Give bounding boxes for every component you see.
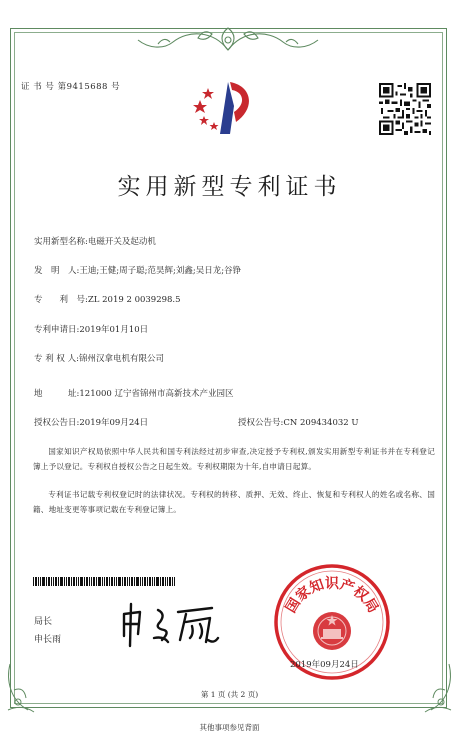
national-emblem-icon bbox=[313, 612, 351, 650]
grant-statement: 国家知识产权局依照中华人民共和国专利法经过初步审查,决定授予专利权,颁发实用新型专利证书并在专利登记簿上予以登记。专利权自授权公告之日起生效。专利权期限为十年,自申请日起算。 bbox=[33, 447, 435, 471]
field-inventors bbox=[34, 264, 241, 276]
certificate-number: 证 书 号 第9415688 号 bbox=[21, 82, 121, 92]
qr-code bbox=[379, 83, 431, 135]
field-label: 专 利 权 人: bbox=[34, 354, 79, 364]
signer-title: 局长 bbox=[34, 617, 53, 627]
field-patentee bbox=[34, 352, 164, 364]
signer-name: 申长雨 bbox=[34, 635, 62, 645]
field-value: 2019年09月24日 bbox=[79, 418, 149, 428]
corner-ornament bbox=[405, 660, 455, 716]
handwritten-signature bbox=[116, 600, 236, 650]
field-label: 授权公告日: bbox=[34, 418, 80, 428]
legal-status-note: 专利证书记载专利权登记时的法律状况。专利权的转移、质押、无效、终止、恢复和专利权人的姓名或名称、国籍、地址变更等事项记载在专利登记簿上。 bbox=[33, 490, 435, 514]
field-label: 地 址: bbox=[34, 389, 80, 399]
field-value: ZL 2019 2 0039298.5 bbox=[87, 295, 181, 305]
barcode bbox=[33, 577, 175, 586]
field-value: 王迪;王健;周子聪;范昊辉;刘鑫;吴日龙;谷铮 bbox=[79, 266, 242, 276]
field-value: CN 209434032 U bbox=[283, 418, 359, 428]
field-announcement-number bbox=[238, 416, 359, 428]
field-label: 专 利 号: bbox=[34, 295, 88, 305]
field-patent-number bbox=[34, 293, 181, 305]
field-filing-date bbox=[34, 323, 148, 335]
field-value: 121000 辽宁省锦州市高新技术产业园区 bbox=[79, 389, 234, 399]
field-value: 电磁开关及起动机 bbox=[87, 237, 156, 247]
field-value: 锦州汉拿电机有限公司 bbox=[78, 354, 164, 364]
field-label: 专利申请日: bbox=[34, 325, 80, 335]
field-label: 实用新型名称: bbox=[34, 237, 88, 247]
top-ornament bbox=[128, 20, 328, 58]
field-label: 发 明 人: bbox=[34, 266, 80, 276]
seal-date: 2019年09月24日 bbox=[290, 660, 359, 670]
cnipa-logo-icon bbox=[190, 78, 260, 138]
corner-ornament bbox=[4, 660, 54, 716]
certificate-title: 实用新型专利证书 bbox=[117, 174, 342, 200]
field-address bbox=[34, 387, 234, 399]
field-label: 授权公告号: bbox=[238, 418, 284, 428]
page-indicator: 第 1 页 (共 2 页) bbox=[200, 690, 259, 699]
field-announcement-date bbox=[34, 416, 148, 428]
field-value: 2019年01月10日 bbox=[79, 325, 149, 335]
field-utility-model-name bbox=[34, 235, 156, 247]
seal-text: 国家知识产权局 bbox=[283, 575, 381, 616]
footer-note: 其他事项参见背面 bbox=[199, 723, 260, 732]
